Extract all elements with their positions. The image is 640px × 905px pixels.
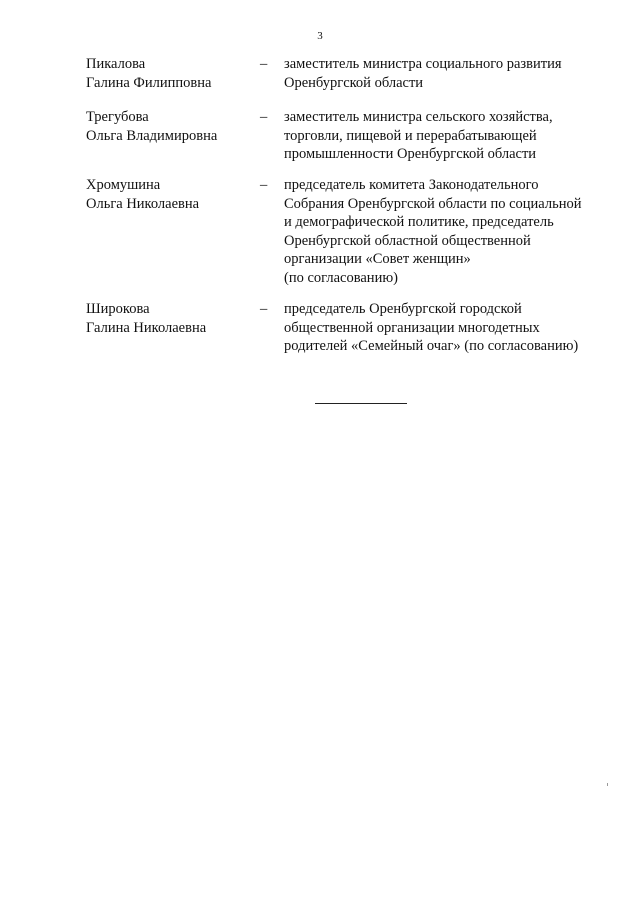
- end-of-list-separator: [315, 403, 407, 404]
- position-line: Оренбургской области: [284, 74, 424, 91]
- scan-artifact-mark: [607, 783, 608, 786]
- member-given-names: Галина Филипповна: [86, 74, 212, 91]
- member-name: [86, 300, 256, 337]
- member-name: [86, 55, 256, 92]
- position-line: организации «Совет женщин»: [284, 251, 471, 267]
- member-position: [284, 300, 614, 356]
- member-given-names: Ольга Владимировна: [86, 127, 218, 144]
- position-line: (по согласованию): [284, 269, 398, 286]
- entry-dash: –: [260, 177, 268, 193]
- position-line: Собрания Оренбургской области по социальной: [284, 195, 582, 212]
- member-entry: [0, 176, 640, 296]
- entry-dash: –: [260, 109, 268, 125]
- member-position: [284, 176, 614, 287]
- page-number: 3: [317, 30, 323, 42]
- member-name: [86, 176, 256, 213]
- position-line: председатель Оренбургской городской: [284, 301, 522, 317]
- member-given-names: Ольга Николаевна: [86, 195, 200, 212]
- entry-dash: –: [260, 301, 268, 317]
- position-line: общественной организации многодетных: [284, 319, 540, 336]
- position-line: председатель комитета Законодательного: [284, 177, 539, 193]
- member-surname: Пикалова: [86, 56, 146, 72]
- member-surname: Трегубова: [86, 109, 149, 125]
- member-surname: Широкова: [86, 301, 150, 317]
- position-line: торговли, пищевой и перерабатывающей: [284, 127, 537, 144]
- position-line: заместитель министра сельского хозяйства,: [284, 109, 553, 125]
- position-line: Оренбургской областной общественной: [284, 232, 531, 249]
- member-position: [284, 55, 614, 92]
- member-surname: Хромушина: [86, 177, 161, 193]
- entry-dash: –: [260, 56, 268, 72]
- member-name: [86, 108, 256, 145]
- member-given-names: Галина Николаевна: [86, 319, 207, 336]
- position-line: промышленности Оренбургской области: [284, 146, 537, 162]
- member-entry: [0, 300, 640, 420]
- position-line: родителей «Семейный очаг» (по согласованию): [284, 338, 579, 354]
- position-line: и демографической политике, председатель: [284, 214, 554, 230]
- member-position: [284, 108, 614, 164]
- position-line: заместитель министра социального развития: [284, 56, 562, 72]
